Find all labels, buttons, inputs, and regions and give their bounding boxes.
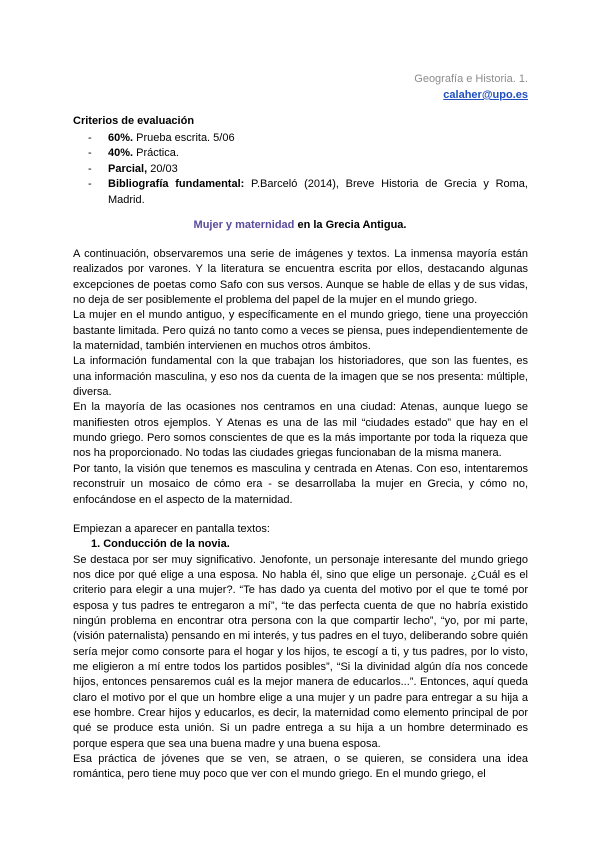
paragraph: La mujer en el mundo antiguo, y específicamente en el mundo griego, tiene una proyección bastante limitada. Pero quizá no tanto como a veces se piensa, pues independientemente de la maternidad, también intervienen en muchos otros ámbitos. xyxy=(73,309,528,353)
paragraph: Esa práctica de jóvenes que se ven, se atraen, o se quieren, se considera una idea romántica, pero tiene muy poco que ver con el mundo griego. En el mundo griego, el xyxy=(73,753,528,781)
list-item: - Bibliografía fundamental: P.Barceló (2014), Breve Historia de Grecia y Roma, Madrid. xyxy=(88,177,528,208)
paragraph: Por tanto, la visión que tenemos es masculina y centrada en Atenas. Con eso, intentaremos reconstruir un mosaico de cómo era - se desarrollaba la mujer en Grecia, y cómo no, enfocándose en el aspecto de la maternidad. xyxy=(73,462,528,506)
paragraph: Se destaca por ser muy significativo. Jenofonte, un personaje interesante del mundo griego nos dice por qué elige a una esposa. No habla él, sino que elige un personaje. ¿Cuál es el criterio para elegir a una mujer?. “Te has dado ya cuenta del motivo por el que te tomé por esposa y tus padres te entregaron a mí”, “te das perfecta cuenta de que no habría existido ningún problema en encontrar otra persona con la que compartir lecho”, “yo, por mi parte, (visión paternalista) pensando en mi interés, y tus padres en el tuyo, deliberando sobre quién sería mejor como consorte para el hogar y los hijos, te escogí a ti, y tus padres, por lo visto, me eligieron a mí entre todos los partidos posibles”, “Si la divinidad algún día nos concede hijos, entonces pensaremos cuál es la mejor manera de educarlos...”. Entonces, aquí queda claro el motivo por el que un hombre elige a una mujer y un padre para entregar a su hija a ese hombre. Crear hijos y educarlos, es decir, la maternidad como elemento principal de por qué se produce esta unión. Si un padre entrega a su hija a un hombre determinado es porque espera que sea una buena madre y una buena esposa. xyxy=(73,553,528,750)
course-label: Geografía e Historia. 1. xyxy=(414,73,528,85)
intro-line: Empiezan a aparecer en pantalla textos: xyxy=(73,522,270,535)
numbered-heading: 1. Conducción de la novia. xyxy=(91,538,230,551)
paragraph: En la mayoría de las ocasiones nos centramos en una ciudad: Atenas, aunque luego se manifiesten otros ejemplos. Y Atenas es una de las mil “ciudades estado” que hay en el mundo griego. Pero somos conscientes de que es la más importante por toda la riqueza que nos ha proporcionado. No todas las ciudades griegas funcionaban de la misma manera. xyxy=(73,401,528,460)
paragraph: La información fundamental con la que trabajan los historiadores, que son las fuentes, es una información masculina, y eso nos da cuenta de la imagen que se nos presenta: múltiple, diversa. xyxy=(73,355,528,399)
list-item: - 40%. Práctica. xyxy=(88,146,528,161)
section-title-highlight: Mujer y maternidad xyxy=(193,219,295,231)
document-header xyxy=(414,71,528,103)
list-item: - Parcial, 20/03 xyxy=(88,162,528,177)
criteria-title: Criterios de evaluación xyxy=(73,115,195,127)
section-title xyxy=(0,219,600,231)
author-email[interactable]: calaher@upo.es xyxy=(443,89,528,101)
criteria-list xyxy=(88,131,528,208)
document-body xyxy=(73,247,528,783)
section-title-rest: en la Grecia Antigua. xyxy=(294,219,407,231)
list-item: - 60%. Prueba escrita. 5/06 xyxy=(88,131,528,146)
paragraph: A continuación, observaremos una serie de imágenes y textos. La inmensa mayoría están realizados por varones. Y la literatura se encuentra escrita por ellos, destacando algunas excepciones de poetas como Safo con sus versos. Aunque se hable de ellas y de sus vidas, no deja de ser posiblemente el problema del papel de la mujer en el mundo griego. xyxy=(73,248,528,307)
